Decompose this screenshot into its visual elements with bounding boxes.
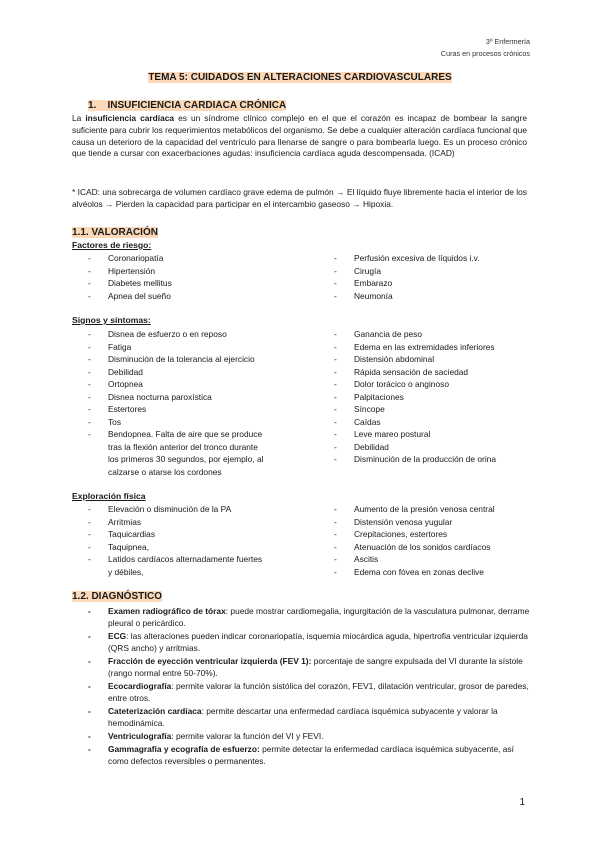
diagnostico-text: : permite valorar la función sistólica del corazón, FEV1, dilatación ventricular, grosor de paredes, entre otros. <box>108 681 529 704</box>
list-item <box>72 391 255 404</box>
list-item-text: Tos <box>108 416 122 427</box>
bullet-dash: - <box>88 504 91 514</box>
list-item <box>318 366 496 379</box>
list-item-text: Síncope <box>354 404 385 414</box>
list-item <box>72 328 255 341</box>
bullet-dash: - <box>88 631 91 641</box>
bullet-dash: - <box>88 278 91 288</box>
risk-left-list <box>72 252 172 302</box>
page-title <box>0 72 600 83</box>
intro-paragraph <box>72 113 527 160</box>
diagnostico-list <box>72 605 532 768</box>
list-item-text: Coronariopatía <box>108 253 164 263</box>
diagnostico-item <box>72 730 532 742</box>
list-item <box>318 516 495 529</box>
list-item <box>72 265 172 278</box>
bullet-dash: - <box>88 290 91 301</box>
list-item <box>318 528 495 541</box>
bullet-dash: - <box>88 404 91 414</box>
bullet-dash: - <box>334 454 337 464</box>
signs-left-list <box>72 328 255 428</box>
list-item-text: Crepitaciones, estertores <box>354 529 448 539</box>
list-item <box>72 428 302 478</box>
bullet-dash: - <box>88 706 91 716</box>
bullet-dash: - <box>334 391 337 402</box>
diagnostico-term: Gammagrafía y ecografía de esfuerzo: <box>108 743 260 754</box>
diagnostico-item <box>72 630 532 654</box>
list-item-text: Cirugía <box>354 265 381 276</box>
list-item <box>318 328 496 341</box>
list-item <box>318 541 495 554</box>
list-item <box>318 353 496 366</box>
diagnostico-term: Fracción de eyección ventricular izquierda (FEV 1): <box>108 656 312 666</box>
list-item <box>72 366 255 379</box>
bullet-dash: - <box>334 329 337 339</box>
latidos-line-1: Latidos cardíacos alternadamente fuertes <box>108 554 263 564</box>
diagnostico-text: : permite valorar la función del VI y FEVI. <box>171 731 324 741</box>
list-item-text: Atenuación de los sonidos cardíacos <box>354 541 491 552</box>
list-item-text: Elevación o disminución de la PA <box>108 504 232 514</box>
list-item-text: Taquipnea, <box>108 541 149 552</box>
list-item <box>318 428 496 441</box>
bullet-dash: - <box>334 516 337 527</box>
list-item <box>72 528 231 541</box>
list-item <box>318 403 496 416</box>
bullet-dash: - <box>88 329 91 339</box>
page-header <box>441 36 530 60</box>
list-item <box>318 441 496 454</box>
list-item <box>318 265 480 278</box>
list-item <box>318 277 480 290</box>
list-item <box>318 290 480 303</box>
section-number <box>88 100 286 111</box>
list-item <box>72 353 255 366</box>
list-item-text: Disminución de la producción de orina <box>354 454 496 464</box>
list-item-text: Leve mareo postural <box>354 429 431 439</box>
list-item-text: Palpitaciones <box>354 391 404 402</box>
bullet-dash: - <box>334 265 337 276</box>
risk-factors-title: Factores de riesgo: <box>72 240 152 250</box>
section-heading-text: INSUFICIENCIA CARDIACA CRÓNICA <box>107 100 287 111</box>
bullet-dash: - <box>334 290 337 301</box>
list-item <box>72 277 172 290</box>
icad-note: * ICAD: una sobrecarga de volumen cardíaco grave edema de pulmón → El líquido fluye libremente hacia el interior de los alvéolos → Pierden la capacidad para participar en el intercambio gaseoso → Hipoxia. <box>72 187 527 209</box>
bullet-dash: - <box>334 429 337 439</box>
bullet-dash: - <box>88 606 91 616</box>
list-item <box>318 553 495 566</box>
exam-left-list <box>72 503 231 553</box>
list-item <box>318 453 496 466</box>
latidos-item <box>72 553 262 578</box>
diagnostico-text: : permite descartar una enfermedad cardíaca isquémica subyacente y valorar la hemodinámica. <box>108 706 498 729</box>
list-item-text: Debilidad <box>108 366 143 377</box>
list-item-text: Distensión abdominal <box>354 354 435 364</box>
list-item-text: Aumento de la presión venosa central <box>354 504 495 514</box>
diagnostico-heading <box>72 591 162 602</box>
diagnostico-item <box>72 605 532 629</box>
list-item <box>318 378 496 391</box>
bendopnea-line-2: tras la flexión anterior del tronco durante <box>108 441 258 452</box>
bullet-dash: - <box>88 554 91 564</box>
diagnostico-term: Ecocardiografía <box>108 681 172 691</box>
diagnostico-term: Examen radiográfico de tórax <box>108 606 226 616</box>
bullet-dash: - <box>88 516 91 527</box>
list-item-text: Arritmias <box>108 516 142 527</box>
list-item <box>72 341 255 354</box>
bullet-dash: - <box>88 743 91 754</box>
bullet-dash: - <box>88 253 91 263</box>
bullet-dash: - <box>88 529 91 539</box>
bullet-dash: - <box>88 379 91 389</box>
bullet-dash: - <box>88 366 91 377</box>
diagnostico-text: : las alteraciones pueden indicar coronariopatía, isquemia miocárdica aguda, hipertrofia ventricular izquierda (QRS ancho) y arritmias. <box>108 631 528 654</box>
list-item <box>72 553 262 578</box>
list-item-text: Edema con fóvea en zonas declive <box>354 566 484 577</box>
diagnostico-item <box>72 680 532 704</box>
list-item <box>72 503 231 516</box>
bullet-dash: - <box>88 541 91 552</box>
list-item-text: Debilidad <box>354 441 389 452</box>
valoracion-heading <box>72 227 158 238</box>
diagnostico-item <box>72 705 532 729</box>
bullet-dash: - <box>334 278 337 288</box>
bullet-dash: - <box>88 391 91 402</box>
bendopnea-item <box>72 428 302 478</box>
list-item <box>318 416 496 429</box>
list-item <box>72 516 231 529</box>
bullet-dash: - <box>334 253 337 263</box>
bullet-dash: - <box>334 566 337 577</box>
diagnostico-item <box>72 655 532 679</box>
bullet-dash: - <box>88 429 91 439</box>
diagnostico-text: : puede mostrar cardiomegalia, ingurgitación de la vasculatura pulmonar, derrame pleural o pericárdico. <box>108 606 530 629</box>
diagnostico-term: Ventriculografía <box>108 731 172 741</box>
list-item-text: Neumonía <box>354 290 393 301</box>
bullet-dash: - <box>334 554 337 564</box>
intro-prefix: La <box>72 113 86 123</box>
list-item <box>72 541 231 554</box>
list-item-text: Fatiga <box>108 341 132 352</box>
list-item-text: Ganancia de peso <box>354 329 422 339</box>
bullet-dash: - <box>334 366 337 377</box>
list-item <box>318 391 496 404</box>
diagnostico-heading-text: 1.2. DIAGNÓSTICO <box>72 591 163 602</box>
list-item-text: Dolor torácico o anginoso <box>354 379 449 389</box>
list-item-text: Ascitis <box>354 554 379 564</box>
list-item-text: Estertores <box>108 404 147 414</box>
list-item-text: Perfusión excesiva de líquidos i.v. <box>354 253 480 263</box>
diagnostico-term: ECG <box>108 631 127 641</box>
list-item-text: Distensión venosa yugular <box>354 516 453 527</box>
bullet-dash: - <box>334 504 337 514</box>
bullet-dash: - <box>88 656 91 666</box>
title-text: TEMA 5: CUIDADOS EN ALTERACIONES CARDIOVASCULARES <box>148 72 452 83</box>
list-item-text: Edema en las extremidades inferiores <box>354 341 495 352</box>
bullet-dash: - <box>334 341 337 352</box>
list-item <box>72 252 172 265</box>
bullet-dash: - <box>334 354 337 364</box>
list-item-text: Rápida sensación de saciedad <box>354 366 469 377</box>
list-item-text: Diabetes mellitus <box>108 278 172 288</box>
list-item-text: Caídas <box>354 416 381 427</box>
list-item <box>318 503 495 516</box>
list-item <box>318 252 480 265</box>
latidos-line-2: y débiles, <box>108 566 144 577</box>
bullet-dash: - <box>334 541 337 552</box>
bullet-dash: - <box>88 341 91 352</box>
bendopnea-line-4: calzarse o atarse los cordones <box>108 466 222 477</box>
bullet-dash: - <box>334 416 337 427</box>
list-item <box>72 290 172 303</box>
page-number: 1 <box>519 797 525 808</box>
bullet-dash: - <box>88 731 91 741</box>
valoracion-heading-text: 1.1. VALORACIÓN <box>72 227 158 238</box>
section-heading <box>88 100 286 111</box>
exam-right-list <box>318 503 495 578</box>
diagnostico-item <box>72 743 532 767</box>
list-item <box>72 416 255 429</box>
signs-right-list <box>318 328 496 466</box>
diagnostico-term: Cateterización cardíaca <box>108 706 202 716</box>
bullet-dash: - <box>88 265 91 276</box>
bullet-dash: - <box>334 529 337 539</box>
list-item <box>318 566 495 579</box>
bullet-dash: - <box>334 404 337 414</box>
list-item-text: Ortopnea <box>108 379 143 389</box>
signs-title: Signos y síntomas: <box>72 315 151 325</box>
bullet-dash: - <box>88 416 91 427</box>
section-number-text: 1. <box>88 100 97 111</box>
bullet-dash: - <box>88 354 91 364</box>
list-item-text: Disnea nocturna paroxística <box>108 391 212 402</box>
bullet-dash: - <box>88 681 91 691</box>
header-course: 3º Enfermería <box>485 37 530 46</box>
list-item <box>72 378 255 391</box>
header-subject: Curas en procesos crónicos <box>440 49 530 58</box>
bullet-dash: - <box>334 441 337 452</box>
list-item-text: Taquicardias <box>108 529 156 539</box>
list-item-text: Apnea del sueño <box>108 290 171 301</box>
list-item <box>318 341 496 354</box>
exam-title: Exploración física <box>72 491 146 501</box>
list-item <box>72 403 255 416</box>
list-item-text: Disminución de la tolerancia al ejercicio <box>108 354 255 364</box>
bendopnea-line-1: Bendopnea. Falta de aire que se produce <box>108 429 263 439</box>
diagnostico-text: porcentaje de sangre expulsada del VI durante la sístole (rango normal entre 50-70%). <box>108 656 523 679</box>
bullet-dash: - <box>334 379 337 389</box>
list-item-text: Embarazo <box>354 278 393 288</box>
intro-term: insuficiencia cardíaca <box>85 113 175 123</box>
list-item-text: Hipertensión <box>108 265 156 276</box>
bendopnea-line-3: los primeros 30 segundos, por ejemplo, al <box>108 454 264 464</box>
intro-body: es un síndrome clínico complejo en el que el corazón es incapaz de bombear la sangre suficiente para cubrir los requerimientos metabólicos del organismo. Se debe a cualquier alteración cardíaca funcional que causa un deterioro de la capacidad del ventrículo para llenarse de sangre o para bombearla luego. Es un proceso crónico que tiende a cursar con exacerbaciones agudas: insuficiencia cardíaca aguda descompensada. (ICAD) <box>72 113 527 159</box>
diagnostico-text: permite detectar la enfermedad cardíaca isquémica subyacente, así como defectos reversibles o permanentes. <box>108 743 514 766</box>
risk-right-list <box>318 252 480 302</box>
list-item-text: Disnea de esfuerzo o en reposo <box>108 329 227 339</box>
